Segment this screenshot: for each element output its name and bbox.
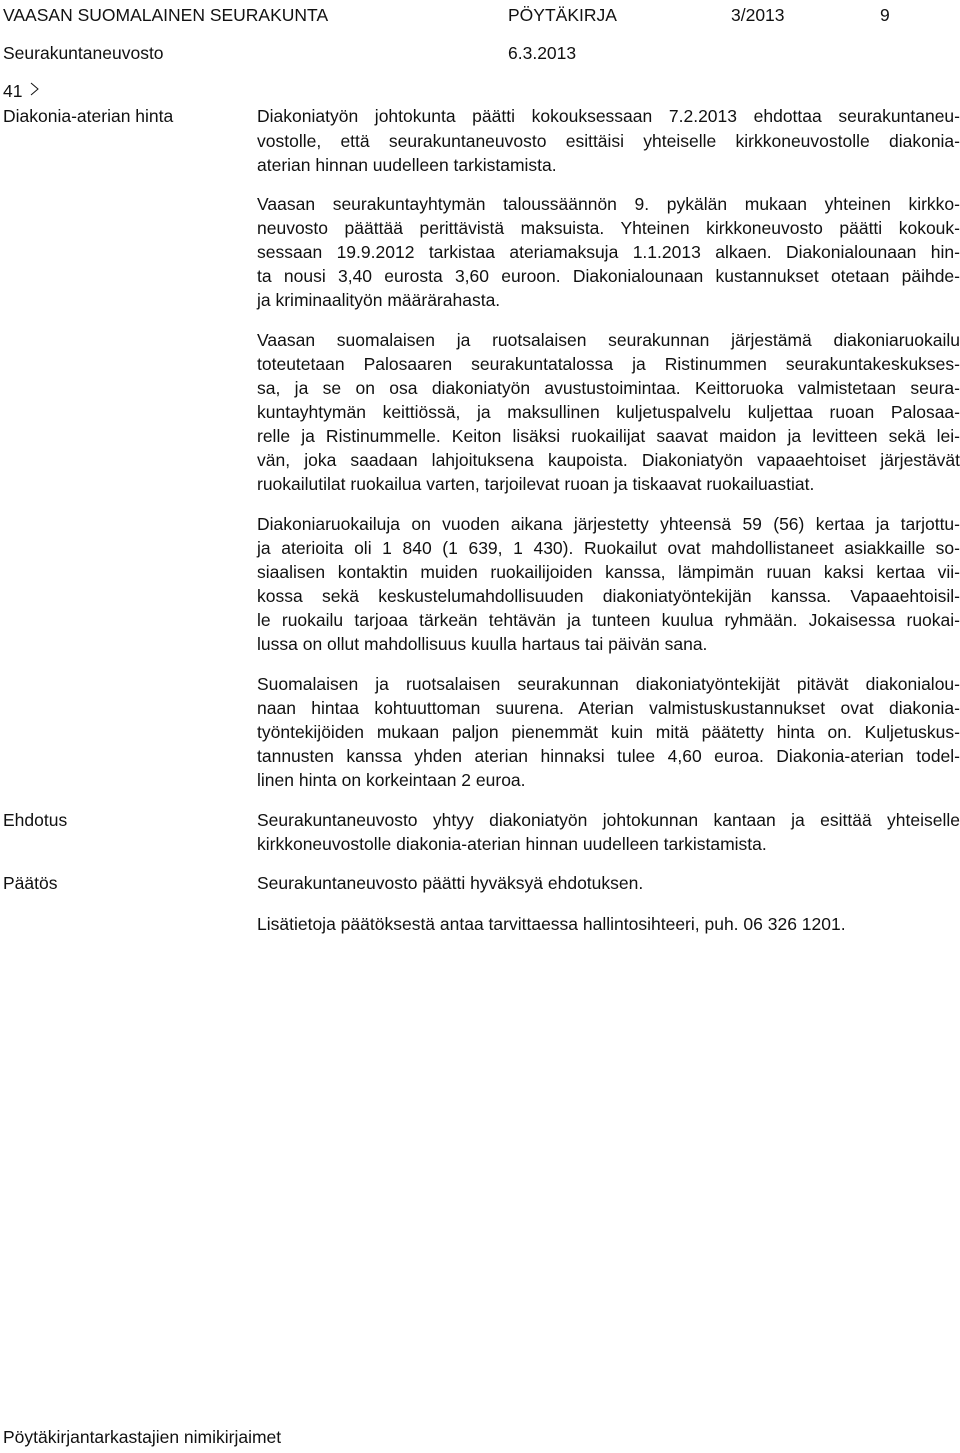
- decision-label: Päätös: [3, 873, 58, 893]
- paragraph-line: sessaan 19.9.2012 tarkistaa ateriamaksuja 1.1.2013 alkaen. Diakonialounaan hin-: [257, 242, 960, 262]
- paragraph-line: ruokailutilat ruokailua varten, tarjoilevat ruoan ja tiskaavat ruokailuastiat.: [257, 474, 815, 494]
- paragraph-line: Diakoniaruokailuja on vuoden aikana järjestetty yhteensä 59 (56) kertaa ja tarjottu-: [257, 514, 960, 534]
- header-org: VAASAN SUOMALAINEN SEURAKUNTA: [3, 5, 329, 25]
- paragraph-line: lussa on ollut mahdollisuus kuulla hartaus tai päivän sana.: [257, 634, 708, 654]
- paragraph-line: ta nousi 3,40 eurosta 3,60 euroon. Diakonialounaan kustannukset otetaan päihde-: [257, 266, 960, 286]
- paragraph-line: vän, joka saadaan lahjoituksena kaupoista. Diakoniatyön vapaaehtoiset järjestävät: [257, 450, 960, 470]
- proposal-line: Seurakuntaneuvosto yhtyy diakoniatyön johtokunnan kantaan ja esittää yhteiselle: [257, 810, 960, 830]
- paragraph-line: Diakoniatyön johtokunta päätti kokouksessaan 7.2.2013 ehdottaa seurakuntaneu-: [257, 106, 960, 126]
- paragraph-line: siaalisen kontaktin muiden ruokailijoiden kanssa, lämpimän ruuan kaksi kertaa vii-: [257, 562, 960, 582]
- paragraph-line: tannusten kanssa yhden aterian hinnaksi tulee 4,60 euroa. Diakonia-aterian todel-: [257, 746, 960, 766]
- footer-initials-label: Pöytäkirjantarkastajien nimikirjaimet: [3, 1427, 282, 1447]
- paragraph-line: le ruokailu tarjoaa tärkeän tehtävän ja tunteen kuulua ryhmään. Jokaisessa ruokai-: [257, 610, 960, 630]
- info-text: Lisätietoja päätöksestä antaa tarvittaessa hallintosihteeri, puh. 06 326 1201.: [257, 914, 846, 934]
- paragraph-line: Vaasan seurakuntayhtymän taloussäännön 9. pykälän mukaan yhteinen kirkko-: [257, 194, 960, 214]
- paragraph-line: kuntayhtymän keittiössä, ja maksullinen kuljetuspalvelu kuljettaa ruoan Palosaa-: [257, 402, 960, 422]
- paragraph-line: linen hinta on korkeintaan 2 euroa.: [257, 770, 526, 790]
- section-mark-icon: [30, 82, 40, 96]
- paragraph-line: ja aterioita oli 1 840 (1 639, 1 430). Ruokailut ovat mahdollistaneet asiakkaille so-: [257, 538, 960, 558]
- proposal-label: Ehdotus: [3, 810, 68, 830]
- paragraph-line: neuvosto päättää perittävistä maksuista. Yhteinen kirkkoneuvosto päätti kokouk-: [257, 218, 960, 238]
- header-doc-type: PÖYTÄKIRJA: [508, 5, 617, 25]
- paragraph-line: kossa sekä keskustelumahdollisuuden diakoniatyöntekijän kanssa. Vapaaehtoisil-: [257, 586, 960, 606]
- paragraph-line: sa, ja se on osa diakoniatyön avustustoimintaa. Keittoruoka valmistetaan seura-: [257, 378, 960, 398]
- paragraph-line: naan hintaa kohtuuttoman suurena. Aterian valmistuskustannukset ovat diakonia-: [257, 698, 960, 718]
- paragraph-line: Suomalaisen ja ruotsalaisen seurakunnan diakoniatyöntekijät pitävät diakonialou-: [257, 674, 960, 694]
- paragraph-line: vostolle, että seurakuntaneuvosto esittäisi yhteiselle kirkkoneuvostolle diakonia-: [257, 131, 960, 151]
- section-title: Diakonia-aterian hinta: [3, 106, 174, 126]
- header-body: Seurakuntaneuvosto: [3, 43, 164, 63]
- paragraph-line: työntekijöiden mukaan paljon pienemmät kuin mitä päätetty hinta on. Kuljetuskus-: [257, 722, 960, 742]
- proposal-line: kirkkoneuvostolle diakonia-aterian hinnan uudelleen tarkistamista.: [257, 834, 767, 854]
- paragraph-line: relle ja Ristinummelle. Keiton lisäksi ruokailijat saavat maidon ja levitteen sekä lei-: [257, 426, 960, 446]
- header-date: 6.3.2013: [508, 43, 577, 63]
- header-page-number: 9: [880, 5, 890, 25]
- header-doc-number: 3/2013: [731, 5, 785, 25]
- paragraph-line: ja kriminaalityön määrärahasta.: [257, 290, 501, 310]
- paragraph-line: aterian hinnan uudelleen tarkistamista.: [257, 155, 557, 175]
- paragraph-line: toteutetaan Palosaaren seurakuntatalossa ja Ristinummen seurakuntakeskukses-: [257, 354, 960, 374]
- paragraph-line: Vaasan suomalaisen ja ruotsalaisen seurakunnan järjestämä diakoniaruokailu: [257, 330, 960, 350]
- decision-text: Seurakuntaneuvosto päätti hyväksyä ehdotuksen.: [257, 873, 644, 893]
- section-number: 41: [3, 81, 23, 101]
